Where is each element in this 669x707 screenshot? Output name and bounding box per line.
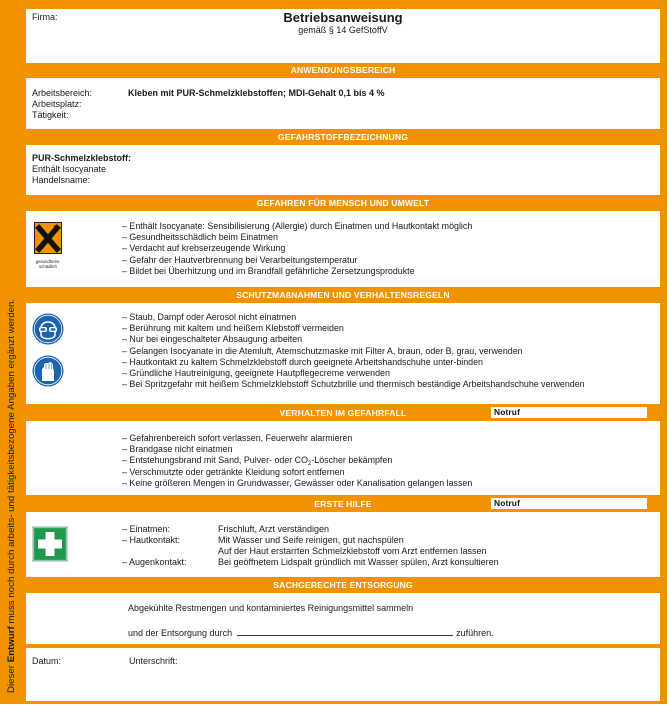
first-aid-label-text: Einatmen: — [129, 524, 171, 534]
notruf-label: Notruf — [494, 498, 521, 508]
list-item — [122, 455, 472, 466]
pictogram-caption — [34, 259, 62, 269]
section-header-gefahrstoff: GEFAHRSTOFFBEZEICHNUNG — [277, 132, 409, 142]
entsorgung-box — [26, 593, 660, 644]
notruf-field-erste-hilfe[interactable] — [491, 498, 647, 509]
gefahrfall-heading: VERHALTEN IM GEFAHRFALL — [279, 408, 407, 418]
entsorgung-line2-suffix: zuführen. — [456, 628, 494, 638]
first-aid-value: Bei geöffnetem Lidspalt gründlich mit Wasser spülen, Arzt konsultieren — [218, 557, 499, 567]
co2-suffix: -Löscher bekämpfen — [311, 455, 393, 466]
list-item: – Hautkontakt zu kaltem Schmelzklebstoff durch geeignete Arbeitshandschuhe unter-binden — [122, 357, 585, 368]
list-item: – Bildet bei Überhitzung und im Brandfall gefährliche Zersetzungsprodukte — [122, 266, 472, 277]
schutz-list — [122, 312, 585, 390]
first-aid-value: Auf der Haut erstarrten Schmelzklebstoff vom Arzt entfernen lassen — [218, 546, 487, 556]
list-item: – Gefahr der Hautverbrennung bei Verarbeitungstemperatur — [122, 255, 472, 266]
section-header-erste-hilfe — [26, 495, 660, 512]
list-item: – Berührung mit kaltem und heißem Klebstoff vermeiden — [122, 323, 585, 334]
handelsname-label: Handelsname: — [32, 175, 91, 185]
entsorgung-line2-prefix: und der Entsorgung durch — [128, 628, 233, 638]
erste-hilfe-box — [26, 512, 660, 577]
first-aid-label: – Hautkontakt: — [122, 535, 181, 545]
gefahrstoff-box — [26, 145, 660, 195]
arbeitsplatz-label: Arbeitsplatz: — [32, 99, 82, 109]
draft-side-note — [3, 163, 21, 693]
first-aid-label: – Einatmen: — [122, 524, 171, 534]
side-note-suffix: muss noch durch arbeits- und tätigkeitsbezogene Angaben ergänzt werden. — [6, 298, 17, 627]
list-item: – Keine größeren Mengen in Grundwasser, Gewässer oder Kanalisation gelangen lassen — [122, 478, 472, 489]
list-item: – Brandgase nicht einatmen — [122, 444, 472, 455]
hand-protection-icon — [32, 355, 64, 387]
section-header-entsorgung: SACHGERECHTE ENTSORGUNG — [273, 580, 413, 590]
substance-name: PUR-Schmelzklebstoff: — [32, 153, 132, 163]
page-title: Betriebsanweisung — [283, 10, 403, 25]
first-aid-label-text: Hautkontakt: — [129, 535, 181, 545]
pictogram-caption-line1: gesundheits- — [35, 259, 61, 264]
section-header-gefahrfall — [26, 404, 660, 421]
xn-harmful-icon — [34, 222, 62, 269]
first-aid-label-text: Augenkontakt: — [129, 557, 187, 567]
gefahren-list — [122, 221, 472, 277]
co2-prefix: Entstehungsbrand mit Sand, Pulver- oder CO — [129, 455, 308, 466]
list-item: – Nur bei eingeschalteter Absaugung arbeiten — [122, 334, 585, 345]
header-box — [26, 9, 660, 63]
list-item: – Gelangen Isocyanate in die Atemluft, Atemschutzmaske mit Filter A, braun, oder B, grau, verwenden — [122, 346, 585, 357]
schutz-box — [26, 303, 660, 404]
xn-code: Xn — [53, 224, 59, 229]
side-note-bold: Entwurf — [6, 626, 17, 663]
firma-label: Firma: — [32, 12, 58, 22]
side-note-prefix: Dieser — [6, 662, 17, 693]
entsorgung-line2 — [128, 626, 494, 639]
list-item: – Enthält Isocyanate: Sensibilisierung (Allergie) durch Einatmen und Hautkontakt möglich — [122, 221, 472, 232]
list-item: – Verdacht auf krebserzeugende Wirkung — [122, 243, 472, 254]
first-aid-value: Mit Wasser und Seife reinigen, gut nachspülen — [218, 535, 404, 545]
datum-label: Datum: — [32, 656, 62, 666]
first-aid-value: Frischluft, Arzt verständigen — [218, 524, 330, 534]
list-item: – Gründliche Hautreinigung, geeignete Hautpflegecreme verwenden — [122, 368, 585, 379]
substance-contains: Enthält Isocyanate — [32, 164, 107, 174]
notruf-field-gefahrfall[interactable] — [491, 407, 647, 418]
gefahrfall-list — [122, 433, 472, 489]
notruf-label: Notruf — [494, 407, 521, 417]
gefahren-box — [26, 211, 660, 287]
list-item: – Verschmutzte oder getränkte Kleidung sofort entfernen — [122, 467, 472, 478]
entsorgung-line1: Abgekühlte Restmengen und kontaminiertes Reinigungsmittel sammeln — [128, 603, 414, 613]
first-aid-icon — [32, 526, 68, 562]
arbeitsbereich-value: Kleben mit PUR-Schmelzklebstoffen; MDI-Gehalt 0,1 bis 4 % — [128, 88, 385, 98]
section-header-gefahren: GEFAHREN FÜR MENSCH UND UMWELT — [256, 198, 430, 208]
co2-subscript: 2 — [308, 461, 312, 468]
list-item: – Gefahrenbereich sofort verlassen, Feuerwehr alarmieren — [122, 433, 472, 444]
signature-box — [26, 648, 660, 701]
pictogram-caption-line2: schädlich — [39, 264, 57, 269]
page-subtitle: gemäß § 14 GefStoffV — [298, 25, 388, 35]
list-item: – Staub, Dampf oder Aerosol nicht einatmen — [122, 312, 585, 323]
gefahrfall-box — [26, 421, 660, 495]
section-header-anwendungsbereich: ANWENDUNGSBEREICH — [290, 65, 396, 75]
section-header-schutzmassnahmen: SCHUTZMAßNAHMEN UND VERHALTENSREGELN — [236, 290, 450, 300]
eye-protection-icon — [32, 313, 64, 345]
anwendungsbereich-box — [26, 78, 660, 129]
unterschrift-label: Unterschrift: — [129, 656, 178, 666]
arbeitsbereich-label: Arbeitsbereich: — [32, 88, 93, 98]
taetigkeit-label: Tätigkeit: — [32, 110, 69, 120]
list-item: – Gesundheitsschädlich beim Einatmen — [122, 232, 472, 243]
erste-hilfe-heading: ERSTE HILFE — [314, 499, 372, 509]
entsorgung-blank-field[interactable] — [237, 626, 453, 636]
list-item: – Bei Spritzgefahr mit heißem Schmelzklebstoff Schutzbrille und thermisch beständige Arbeitshandschuhe verwenden — [122, 379, 585, 390]
first-aid-label: – Augenkontakt: — [122, 557, 187, 567]
